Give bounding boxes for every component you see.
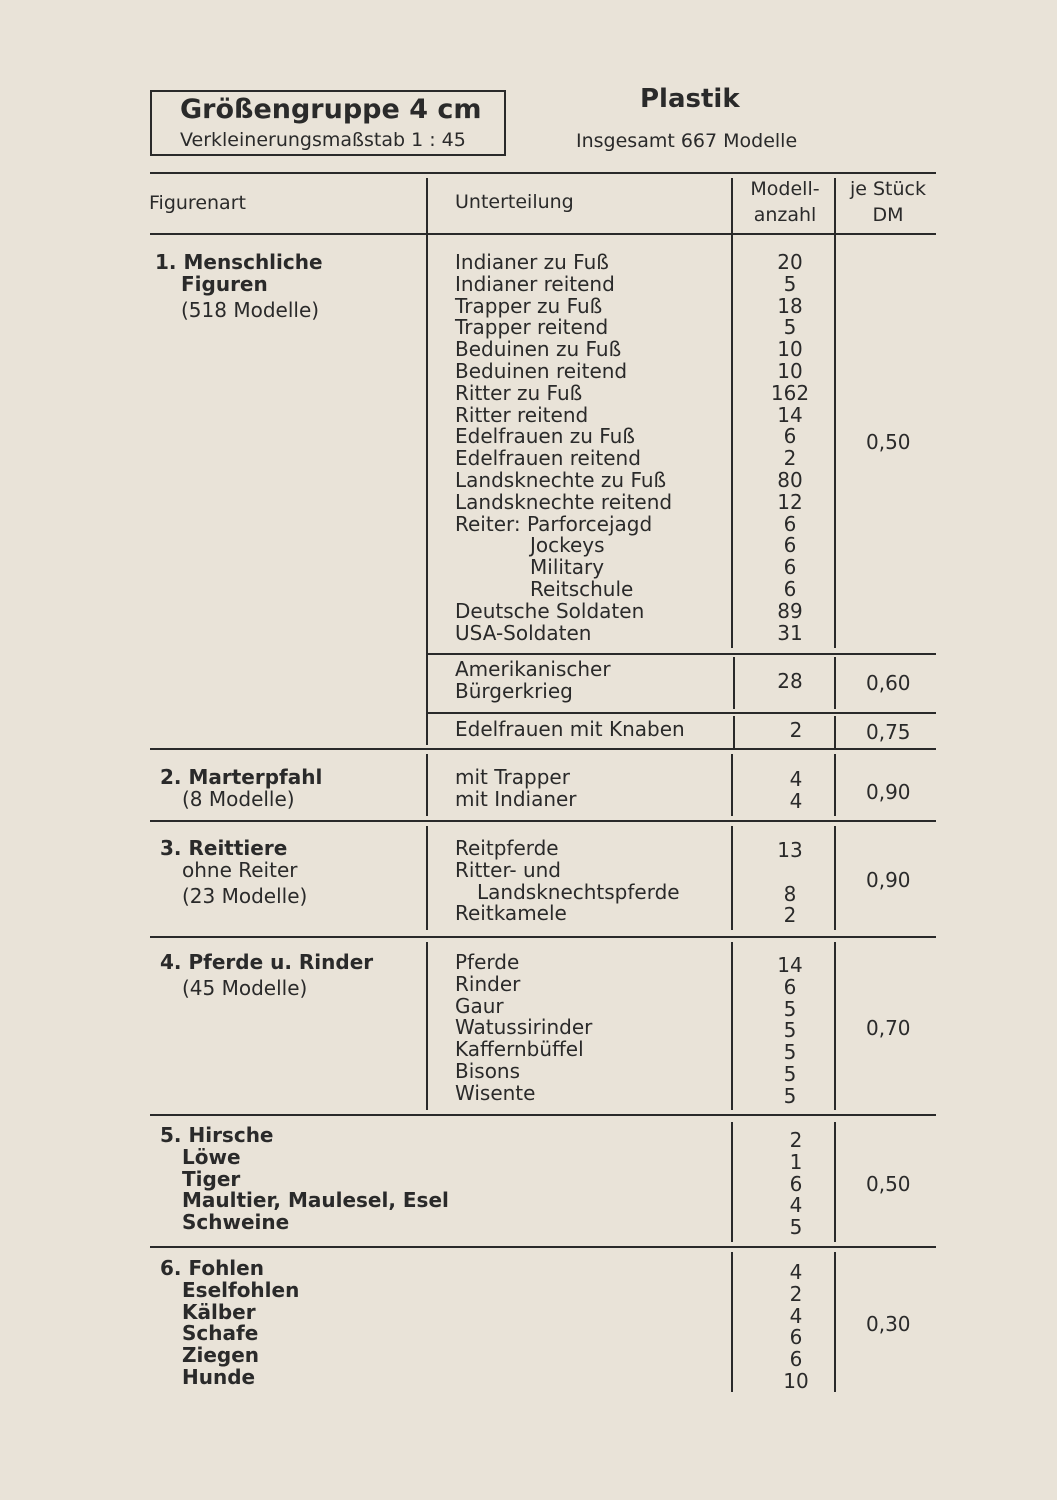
total-models: Insgesamt 667 Modelle: [576, 130, 798, 152]
group-1-title: 1. Menschliche: [155, 250, 323, 274]
model-count: 28: [777, 669, 803, 693]
list-item: Indianer zu Fuß: [455, 250, 609, 274]
model-count: 2: [789, 1128, 803, 1152]
list-item: Eselfohlen: [182, 1277, 300, 1302]
list-item: Reiter: Parforcejagd: [455, 511, 653, 536]
col-header-anzahl-2: anzahl: [753, 204, 817, 226]
price: 0,50: [866, 430, 911, 454]
list-item: Schafe: [182, 1321, 259, 1346]
price: 0,90: [866, 780, 911, 804]
group-6-title: 6. Fohlen: [160, 1256, 264, 1280]
col-divider-1: [426, 942, 428, 1110]
group-rule: [150, 936, 936, 938]
col-divider-3: [834, 1252, 836, 1392]
model-count: 12: [777, 489, 803, 514]
col-divider-2: [731, 1122, 733, 1242]
list-item: Edelfrauen reitend: [455, 446, 641, 471]
list-item: Gaur: [455, 993, 504, 1018]
list-item: Ritter- und: [455, 857, 562, 882]
list-item: Wisente: [455, 1080, 536, 1105]
col-divider-1: [426, 754, 428, 816]
model-count: 20: [777, 250, 803, 274]
list-item: Kälber: [182, 1299, 256, 1324]
list-item: Ritter zu Fuß: [455, 380, 583, 405]
model-count: 4: [789, 788, 803, 813]
size-group-box: [150, 90, 506, 156]
model-count: 5: [783, 996, 797, 1021]
model-count: 14: [777, 953, 803, 977]
group-rule: [150, 748, 936, 750]
price: 0,70: [866, 1016, 911, 1040]
col-header-anzahl-1: Modell-: [750, 178, 820, 200]
model-count: 6: [783, 424, 797, 449]
list-item: Ziegen: [182, 1343, 260, 1368]
model-count: 6: [789, 1171, 803, 1196]
list-item: Indianer reitend: [455, 271, 615, 296]
col-divider-3: [834, 716, 836, 748]
col-divider-2: [733, 657, 735, 709]
group-5-label: [160, 1125, 449, 1234]
group-2-counts: [766, 769, 826, 813]
group-4-label: [160, 952, 373, 1000]
group-2-rows: [455, 767, 577, 811]
model-count: 2: [789, 718, 803, 742]
col-divider-2: [731, 178, 733, 648]
list-item: Maultier, Maulesel, Esel: [182, 1188, 449, 1213]
model-count: 4: [789, 1193, 803, 1218]
model-count: 89: [777, 598, 803, 623]
col-header-figurenart: Figurenart: [149, 192, 246, 214]
group-4-rows: [455, 952, 592, 1105]
list-item: Jockeys: [530, 533, 605, 558]
group-rule: [150, 1246, 936, 1248]
model-count: 8: [783, 881, 797, 906]
col-divider-2: [731, 1252, 733, 1392]
model-count: 2: [789, 1281, 803, 1306]
list-item: Watussirinder: [455, 1015, 593, 1040]
col-divider-2: [731, 942, 733, 1110]
list-item: Tiger: [182, 1166, 241, 1191]
group-rule: [150, 1114, 936, 1116]
group-2-label: [160, 767, 322, 811]
subgroup-buergerkrieg: [455, 659, 611, 703]
row-rule: [428, 712, 936, 714]
model-count: 31: [777, 620, 803, 645]
group-3-subtitle: ohne Reiter: [182, 857, 298, 882]
model-count: 5: [783, 1018, 797, 1043]
list-item: Löwe: [182, 1144, 241, 1169]
table-top-rule: [150, 172, 936, 174]
col-divider-3: [834, 178, 836, 648]
list-item: USA-Soldaten: [455, 620, 592, 645]
col-divider-3: [834, 826, 836, 930]
size-group-title: Größengruppe 4 cm: [180, 94, 482, 125]
model-count: 14: [777, 402, 803, 427]
list-item: Edelfrauen mit Knaben: [455, 717, 685, 741]
model-count: 18: [777, 293, 803, 318]
list-item: mit Trapper: [455, 765, 570, 789]
page-title: Plastik: [640, 84, 740, 114]
model-count: 10: [777, 358, 803, 383]
list-item: Beduinen zu Fuß: [455, 337, 622, 362]
model-count: 4: [789, 1303, 803, 1328]
list-item: Hunde: [182, 1364, 256, 1389]
list-item: Edelfrauen zu Fuß: [455, 424, 635, 449]
col-divider-2: [733, 716, 735, 748]
group-4-count: (45 Modelle): [182, 975, 308, 1000]
model-count: 1: [789, 1149, 803, 1174]
list-item: Deutsche Soldaten: [455, 598, 645, 623]
group-rule: [150, 820, 936, 822]
col-divider-2: [731, 754, 733, 816]
price: 0,75: [866, 720, 911, 744]
list-item: Landsknechte reitend: [455, 489, 673, 514]
group-1-label: [155, 252, 323, 321]
list-item: Rinder: [455, 971, 521, 996]
group-1-counts: [760, 252, 820, 644]
model-count: 5: [789, 1215, 803, 1240]
model-count: 5: [783, 271, 797, 296]
list-item: Trapper reitend: [455, 315, 609, 340]
list-item: Military: [530, 555, 605, 580]
col-divider-2: [731, 826, 733, 930]
col-divider-1: [426, 826, 428, 930]
price: 0,60: [866, 671, 911, 695]
group-3-label: [160, 838, 307, 907]
group-5-counts: [766, 1130, 826, 1239]
group-1-rows: [455, 252, 672, 644]
group-3-count: (23 Modelle): [182, 883, 308, 908]
model-count: 2: [783, 446, 797, 471]
model-count: 6: [783, 533, 797, 558]
group-3-title: 3. Reittiere: [160, 836, 288, 860]
row-rule: [428, 653, 936, 655]
price: 0,30: [866, 1312, 911, 1336]
group-2-count: (8 Modelle): [182, 786, 295, 811]
col-divider-1: [426, 178, 428, 745]
col-header-price-2: DM: [872, 204, 904, 226]
list-item: Kaffernbüffel: [455, 1037, 584, 1062]
list-item: mit Indianer: [455, 786, 577, 811]
list-item: Reitpferde: [455, 836, 559, 860]
model-count: [760, 862, 820, 884]
list-item: Landsknechtspferde: [477, 879, 680, 904]
group-6-label: [160, 1258, 299, 1389]
list-item: Amerikanischer: [455, 657, 611, 681]
model-count: 80: [777, 467, 803, 492]
model-count: 5: [783, 315, 797, 340]
group-3-counts: [760, 840, 820, 927]
price: 0,90: [866, 868, 911, 892]
col-divider-3: [834, 942, 836, 1110]
list-item: Ritter reitend: [455, 402, 589, 427]
list-item: Reitschule: [530, 576, 634, 601]
model-count: 6: [783, 576, 797, 601]
model-count: 6: [789, 1347, 803, 1372]
scale-label: Verkleinerungsmaßstab 1 : 45: [180, 129, 466, 151]
list-item: Pferde: [455, 950, 520, 974]
group-1-count: (518 Modelle): [181, 297, 320, 322]
group-2-title: 2. Marterpfahl: [160, 765, 323, 789]
model-count: 6: [783, 511, 797, 536]
group-6-counts: [766, 1262, 826, 1393]
group-5-title: 5. Hirsche: [160, 1123, 274, 1147]
model-count: 6: [789, 1325, 803, 1350]
col-header-price-1: je Stück: [849, 178, 926, 200]
list-item: Bisons: [455, 1058, 521, 1083]
model-count: 2: [783, 903, 797, 928]
model-count: 10: [783, 1368, 809, 1393]
model-count: 13: [777, 838, 803, 862]
model-count: 5: [783, 1061, 797, 1086]
model-count: 6: [783, 974, 797, 999]
model-count: 4: [789, 767, 803, 791]
group-4-title: 4. Pferde u. Rinder: [160, 950, 374, 974]
model-count: 5: [783, 1083, 797, 1108]
list-item: Landsknechte zu Fuß: [455, 467, 667, 492]
list-item: Bürgerkrieg: [455, 678, 573, 703]
col-header-unterteilung: Unterteilung: [455, 191, 574, 213]
list-item: Beduinen reitend: [455, 358, 628, 383]
group-1-title-2: Figuren: [181, 271, 268, 296]
model-count: 10: [777, 337, 803, 362]
model-count: 4: [789, 1260, 803, 1284]
group-3-rows: [455, 838, 680, 925]
list-item: Reitkamele: [455, 901, 567, 926]
header-bottom-rule: [150, 233, 936, 235]
model-count: 6: [783, 555, 797, 580]
price: 0,50: [866, 1172, 911, 1196]
list-item: Trapper zu Fuß: [455, 293, 603, 318]
col-divider-3: [834, 1122, 836, 1242]
model-count: 162: [770, 380, 810, 405]
col-divider-3: [834, 754, 836, 816]
model-count: 5: [783, 1040, 797, 1065]
group-4-counts: [760, 955, 820, 1108]
list-item: Schweine: [182, 1210, 290, 1235]
col-divider-3: [834, 657, 836, 709]
